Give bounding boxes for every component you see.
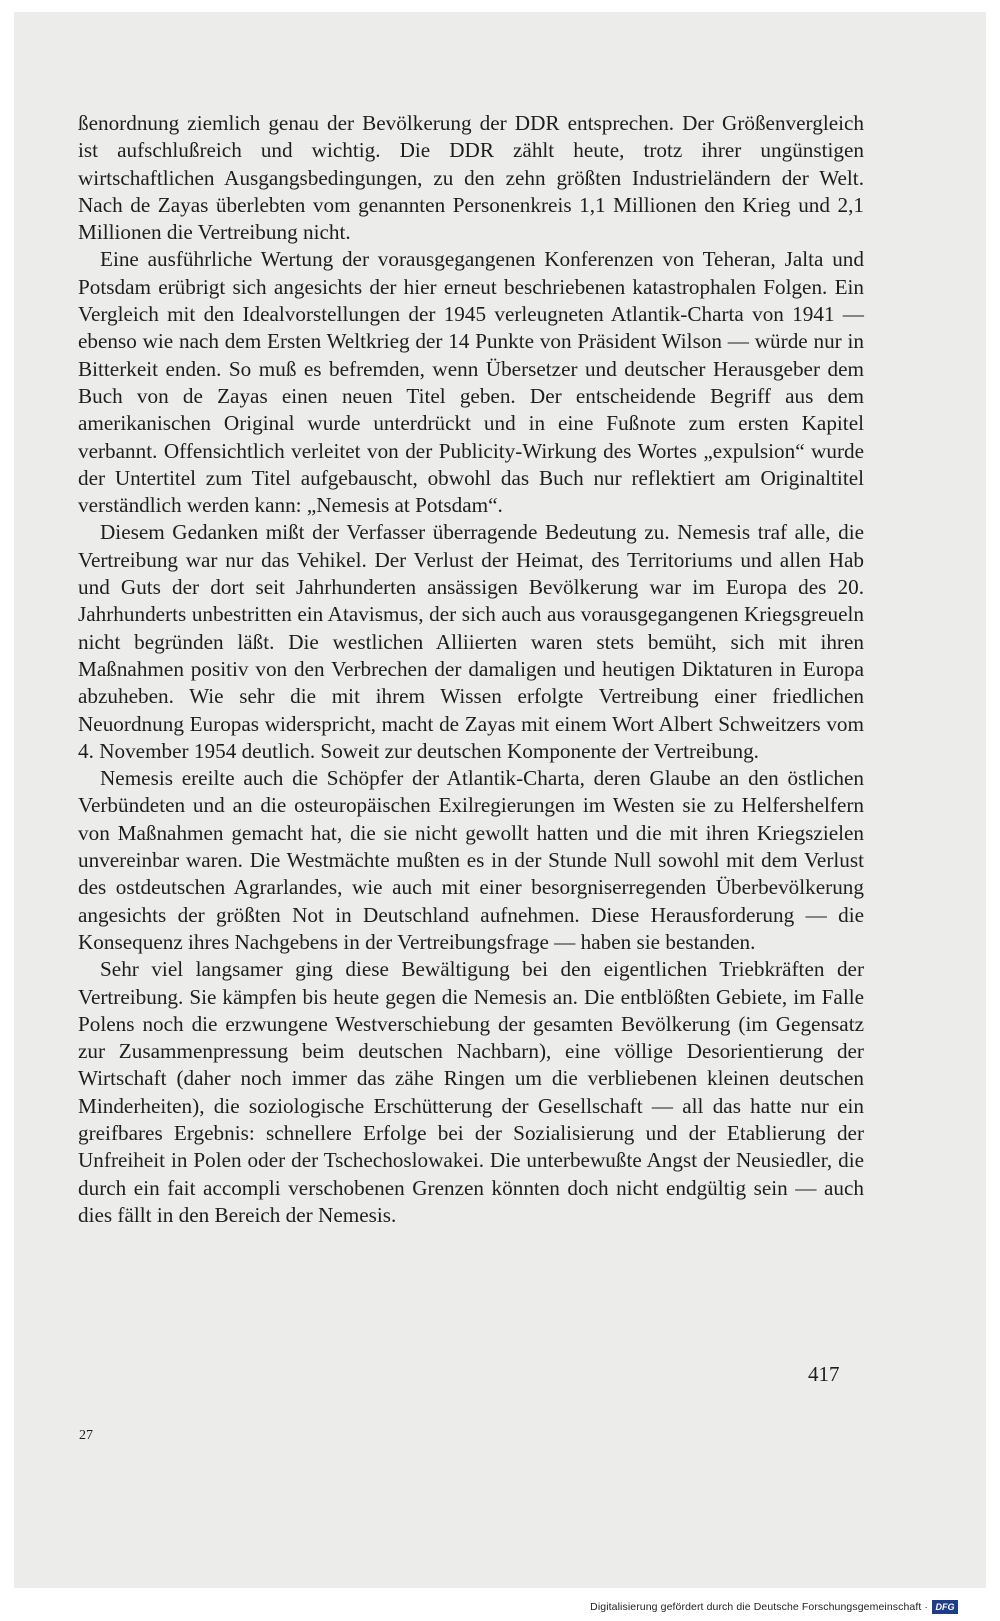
paragraph-5: Sehr viel langsamer ging diese Bewältigung bei den eigentlichen Triebkräften der Vertreibung. Sie kämpfen bis heute gegen die Nemesis an. Die entblößten Gebiete, im Falle Polens noch die erzwungene Westverschiebung der gesamten Bevölkerung (im Gegensatz zur Zusammenpressung beim deutschen Nachbarn), eine völlige Desorientierung der Wirtschaft (daher noch immer das zähe Ringen um die verbliebenen kleinen deutschen Minderheiten), die soziologische Erschütterung der Gesellschaft — all das hatte nur ein greifbares Ergebnis: schnellere Erfolge bei der Sozialisierung und der Etablierung der Unfreiheit in Polen oder der Tschechoslowakei. Die unterbewußte Angst der Neusiedler, die durch ein fait accompli verschobenen Grenzen könnten doch nicht endgültig sein — auch dies fällt in den Bereich der Nemesis.	[78, 957, 864, 1227]
signature-mark: 27	[79, 1428, 93, 1443]
digitization-credit: Digitalisierung gefördert durch die Deutsche Forschungsgemeinschaft ·	[590, 1601, 928, 1613]
paragraph-2: Eine ausführliche Wertung der vorausgegangenen Konferenzen von Teheran, Jalta und Potsdam erübrigt sich angesichts der hier erneut beschriebenen katastrophalen Folgen. Ein Vergleich mit den Idealvorstellungen der 1945 verleugneten Atlantik-Charta von 1941 — ebenso wie nach dem Ersten Weltkrieg der 14 Punkte von Präsident Wilson — würde nur in Bitterkeit enden. So muß es befremden, wenn Übersetzer und deutscher Herausgeber dem Buch von de Zayas einen neuen Titel geben. Der entscheidende Begriff aus dem amerikanischen Original wurde unterdrückt und in eine Fußnote zum ersten Kapitel verbannt. Offensichtlich verleitet von der Publicity-Wirkung des Wortes „expulsion“ wurde der Untertitel zum Titel aufgebauscht, obwohl das Buch nur reflektiert am Originaltitel verständlich werden kann: „Nemesis at Potsdam“.	[78, 247, 864, 518]
body-text	[78, 110, 864, 1229]
page-number: 417	[808, 1362, 840, 1386]
paragraph-1: ßenordnung ziemlich genau der Bevölkerung der DDR entsprechen. Der Größenvergleich ist aufschlußreich und wichtig. Die DDR zählt heute, trotz ihrer ungünstigen wirtschaftlichen Ausgangsbedingungen, zu den zehn größten Industrieländern der Welt. Nach de Zayas überlebten vom genannten Personenkreis 1,1 Millionen den Krieg und 2,1 Millionen die Vertreibung nicht.	[78, 111, 864, 245]
paragraph-4: Nemesis ereilte auch die Schöpfer der Atlantik-Charta, deren Glaube an den östlichen Verbündeten und an die osteuropäischen Exilregierungen im Westen sie zu Helfershelfern von Maßnahmen gemacht hat, die sie nicht gewollt hatten und die mit ihren Kriegszielen unvereinbar waren. Die Westmächte mußten es in der Stunde Null sowohl mit dem Verlust des ostdeutschen Agrarlandes, wie auch mit einer besorgniserregenden Überbevölkerung angesichts der größten Not in Deutschland aufnehmen. Diese Herausforderung — die Konsequenz ihres Nachgebens in der Vertreibungsfrage — haben sie bestanden.	[78, 766, 864, 954]
dfg-logo: DFG	[932, 1600, 958, 1614]
paragraph-3: Diesem Gedanken mißt der Verfasser überragende Bedeutung zu. Nemesis traf alle, die Vertreibung war nur das Vehikel. Der Verlust der Heimat, des Territoriums und allen Hab und Guts der dort seit Jahrhunderten ansässigen Bevölkerung war im Europa des 20. Jahrhunderts unbestritten ein Atavismus, der sich auch aus vorausgegangenen Kriegsgreueln nicht begründen läßt. Die westlichen Alliierten waren stets bemüht, sich mit ihren Maßnahmen positiv von den Verbrechen der damaligen und heutigen Diktaturen in Europa abzuheben. Wie sehr die mit ihrem Wissen erfolgte Vertreibung einer friedlichen Neuordnung Europas widerspricht, macht de Zayas mit einem Wort Albert Schweitzers vom 4. November 1954 deutlich. Soweit zur deutschen Komponente der Vertreibung.	[78, 520, 864, 763]
